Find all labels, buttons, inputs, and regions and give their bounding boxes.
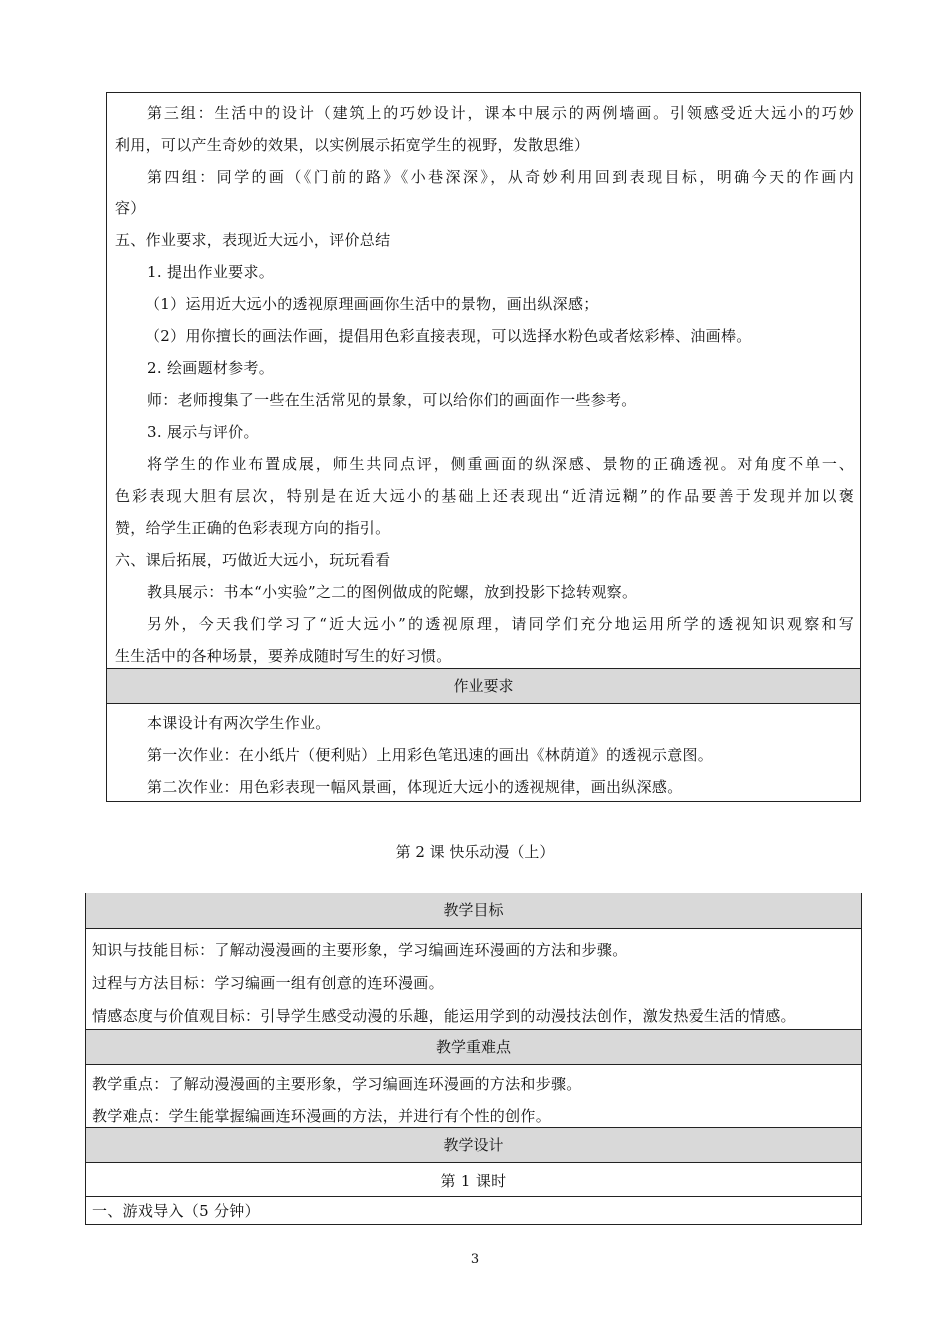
- objective-line: 过程与方法目标：学习编画一组有创意的连环漫画。: [92, 974, 444, 992]
- text-line: 第三组：生活中的设计（建筑上的巧妙设计，课本中展示的两例墙画。引领感受近大远小的巧妙: [147, 104, 854, 122]
- text-line: 2. 绘画题材参考。: [147, 359, 275, 377]
- key-points-header: 教学重难点: [86, 1029, 861, 1065]
- text-line: 生生活中的各种场景，要养成随时写生的好习惯。: [115, 647, 452, 665]
- lesson-plan-table-continued: [106, 92, 861, 802]
- text-line: 另外，今天我们学习了“近大远小”的透视原理，请同学们充分地运用所学的透视知识观察和写: [147, 615, 854, 633]
- text-line: 第四组：同学的画（《门前的路》《小巷深深》，从奇妙利用回到表现目标，明确今天的作画内: [147, 168, 854, 186]
- section-heading: 五、作业要求，表现近大远小，评价总结: [115, 231, 391, 249]
- homework-line: 本课设计有两次学生作业。: [147, 714, 331, 732]
- text-line: 将学生的作业布置成展，师生共同点评，侧重画面的纵深感、景物的正确透视。对角度不单一、: [147, 455, 854, 473]
- text-line: 1. 提出作业要求。: [147, 263, 275, 281]
- text-line: 色彩表现大胆有层次，特别是在近大远小的基础上还表现出“近清远糊”的作品要善于发现并加以褒: [115, 487, 854, 505]
- text-line: 赞，给学生正确的色彩表现方向的指引。: [115, 519, 391, 537]
- text-line: 利用，可以产生奇妙的效果，以实例展示拓宽学生的视野，发散思维）: [115, 136, 590, 154]
- period-label: 第 1 课时: [440, 1172, 507, 1190]
- section-heading: 六、课后拓展，巧做近大远小，玩玩看看: [115, 551, 391, 569]
- lesson-plan-table: [85, 893, 862, 1225]
- objective-line: 情感态度与价值观目标：引导学生感受动漫的乐趣，能运用学到的动漫技法创作，激发热爱生活的情感。: [92, 1007, 796, 1025]
- lesson-title: 第 2 课 快乐动漫（上）: [395, 843, 555, 861]
- page-number: 3: [470, 1252, 480, 1267]
- text-line: 3. 展示与评价。: [147, 423, 259, 441]
- text-line: 师：老师搜集了一些在生活常见的景象，可以给你们的画面作一些参考。: [147, 391, 637, 409]
- homework-line: 第二次作业：用色彩表现一幅风景画，体现近大远小的透视规律，画出纵深感。: [147, 778, 683, 796]
- key-point-line: 教学难点：学生能掌握编画连环漫画的方法，并进行有个性的创作。: [92, 1107, 552, 1125]
- text-line: 容）: [115, 199, 146, 217]
- homework-line: 第一次作业：在小纸片（便利贴）上用彩色笔迅速的画出《林荫道》的透视示意图。: [147, 746, 714, 764]
- design-header: 教学设计: [86, 1127, 861, 1163]
- homework-header: 作业要求: [107, 668, 860, 704]
- section-heading: 一、游戏导入（5 分钟）: [92, 1202, 260, 1220]
- key-point-line: 教学重点：了解动漫漫画的主要形象，学习编画连环漫画的方法和步骤。: [92, 1075, 582, 1093]
- text-line: （1）运用近大远小的透视原理画画你生活中的景物，画出纵深感；: [145, 295, 599, 313]
- objective-line: 知识与技能目标：了解动漫漫画的主要形象，学习编画连环漫画的方法和步骤。: [92, 941, 628, 959]
- text-line: 教具展示：书本“小实验”之二的图例做成的陀螺，放到投影下捻转观察。: [147, 583, 638, 601]
- objectives-header: 教学目标: [86, 893, 861, 929]
- text-line: （2）用你擅长的画法作画，提倡用色彩直接表现，可以选择水粉色或者炫彩棒、油画棒。: [145, 327, 752, 345]
- row-divider: [86, 1196, 861, 1197]
